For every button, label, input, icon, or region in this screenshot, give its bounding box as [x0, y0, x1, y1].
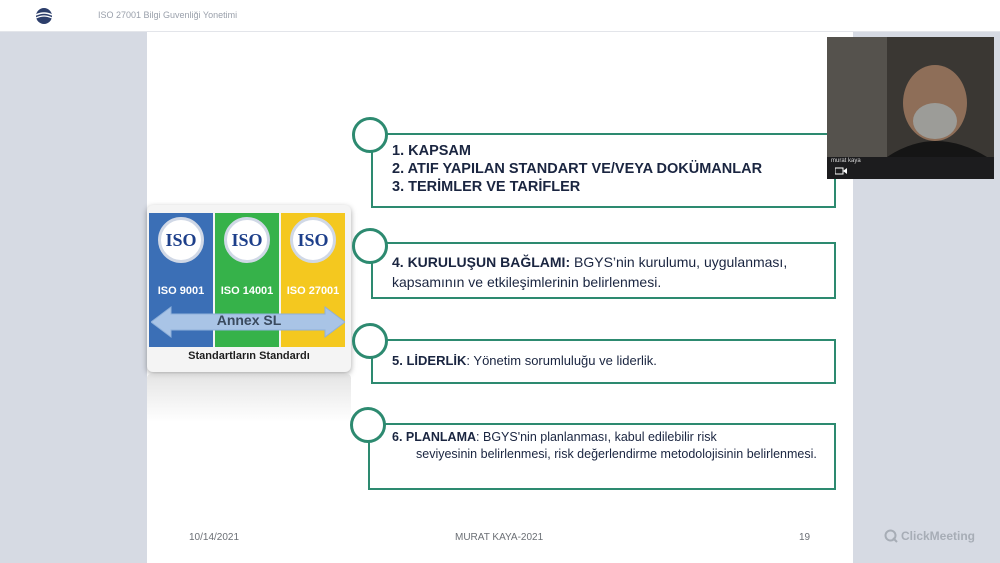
iso-standard-label: ISO 14001	[220, 285, 274, 297]
slide-page-number: 19	[799, 532, 811, 543]
slide-author: MURAT KAYA-2021	[455, 532, 544, 543]
bullet-circle-icon	[352, 323, 388, 359]
clause-line: 3. TERİMLER VE TARİFLER	[392, 179, 581, 195]
clause-description-continued: seviyesinin belirlenmesi, risk değerlendirme metodolojisinin belirlenmesi.	[416, 447, 817, 461]
iso-logo: ISO	[158, 217, 204, 263]
iso-logo: ISO	[224, 217, 270, 263]
webcam-bar	[827, 157, 994, 179]
clause-6-text	[392, 429, 822, 463]
webcam-video[interactable]	[827, 37, 994, 179]
clickmeeting-icon	[884, 529, 898, 543]
iso-image-caption: Standartların Standardı	[188, 350, 310, 362]
camera-icon[interactable]	[835, 167, 847, 175]
iso-standard-label: ISO 9001	[157, 285, 205, 297]
slide-date: 10/14/2021	[189, 532, 240, 543]
clause-title: 5. LİDERLİK	[392, 353, 467, 368]
clause-line: 1. KAPSAM	[392, 143, 471, 159]
iso-standards-image	[147, 205, 351, 372]
iso-standard-label: ISO 27001	[286, 285, 340, 297]
app-logo	[34, 6, 76, 26]
clause-line: 2. ATIF YAPILAN STANDART VE/VEYA DOKÜMANLAR	[392, 161, 763, 177]
iso-image-reflection	[147, 374, 351, 422]
clause-description: BGYS’nin kurulumu, uygulanması, kapsamının ve etkileşimlerinin belirlenmesi.	[392, 254, 788, 290]
clause-description: : Yönetim sorumluluğu ve liderlik.	[466, 353, 657, 368]
participant-video-icon	[827, 37, 994, 157]
clause-4-text	[392, 252, 822, 292]
clause-title: 4. KURULUŞUN BAĞLAMI:	[392, 254, 571, 270]
bullet-circle-icon	[352, 228, 388, 264]
bullet-circle-icon	[350, 407, 386, 443]
participant-name: murat kaya	[831, 158, 861, 164]
meeting-title: ISO 27001 Bilgi Guvenliği Yonetimi	[98, 10, 238, 20]
clause-1-3-text	[392, 142, 762, 196]
clause-title: 6. PLANLAMA	[392, 430, 477, 444]
left-background	[0, 32, 147, 563]
bullet-circle-icon	[352, 117, 388, 153]
iso-logo: ISO	[290, 217, 336, 263]
top-bar	[0, 0, 1000, 32]
clickmeeting-logo	[884, 529, 975, 543]
clause-description: : BGYS'nin planlanması, kabul edilebilir risk	[476, 430, 717, 444]
clause-5-text	[392, 353, 657, 368]
annex-sl-label: Annex SL	[216, 312, 282, 328]
brand-name: ClickMeeting	[901, 529, 976, 543]
